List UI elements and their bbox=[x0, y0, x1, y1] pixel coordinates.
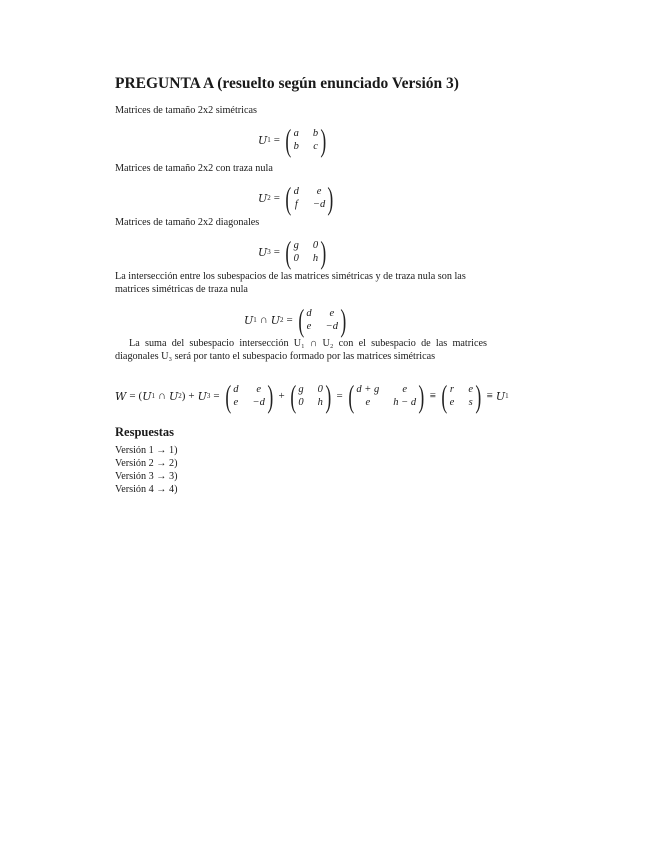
equation-u1: U 1 = ( a b b c ) bbox=[258, 122, 327, 158]
equation-u2: U 2 = ( d e f −d ) bbox=[258, 180, 334, 216]
answer-1: Versión 1 → 1) bbox=[115, 445, 178, 456]
answer-3: Versión 3 → 3) bbox=[115, 471, 178, 482]
equation-intersection: U 1 ∩ U 2 = ( d e e −d ) bbox=[244, 302, 347, 338]
equation-u3: U 3 = ( g 0 0 h ) bbox=[258, 234, 327, 270]
text-sum: La suma del subespacio intersección U₁ ∩ U₂ con el subespacio de las matrices diagonales U₃ será por tanto el subespacio formado por las matrices simétricas bbox=[115, 338, 487, 362]
equation-sum: W = ( U 1 ∩ U 2 ) + U 3 = ( d e e −d ) + ( g 0 0 h ) = ( d + g e e h − d ) ≡ ( r e e s ) ≡ U 1 bbox=[115, 378, 509, 414]
text-diagonal: Matrices de tamaño 2x2 diagonales bbox=[115, 217, 260, 228]
answer-2: Versión 2 → 2) bbox=[115, 458, 178, 469]
answer-4: Versión 4 → 4) bbox=[115, 484, 178, 495]
page-title: PREGUNTA A (resuelto según enunciado Versión 3) bbox=[115, 75, 459, 92]
text-trace-null: Matrices de tamaño 2x2 con traza nula bbox=[115, 163, 273, 174]
text-symmetric: Matrices de tamaño 2x2 simétricas bbox=[115, 105, 258, 116]
text-intersection: La intersección entre los subespacios de las matrices simétricas y de traza nula son las matrices simétricas de traza nula bbox=[115, 271, 466, 295]
answers-heading: Respuestas bbox=[115, 425, 175, 439]
